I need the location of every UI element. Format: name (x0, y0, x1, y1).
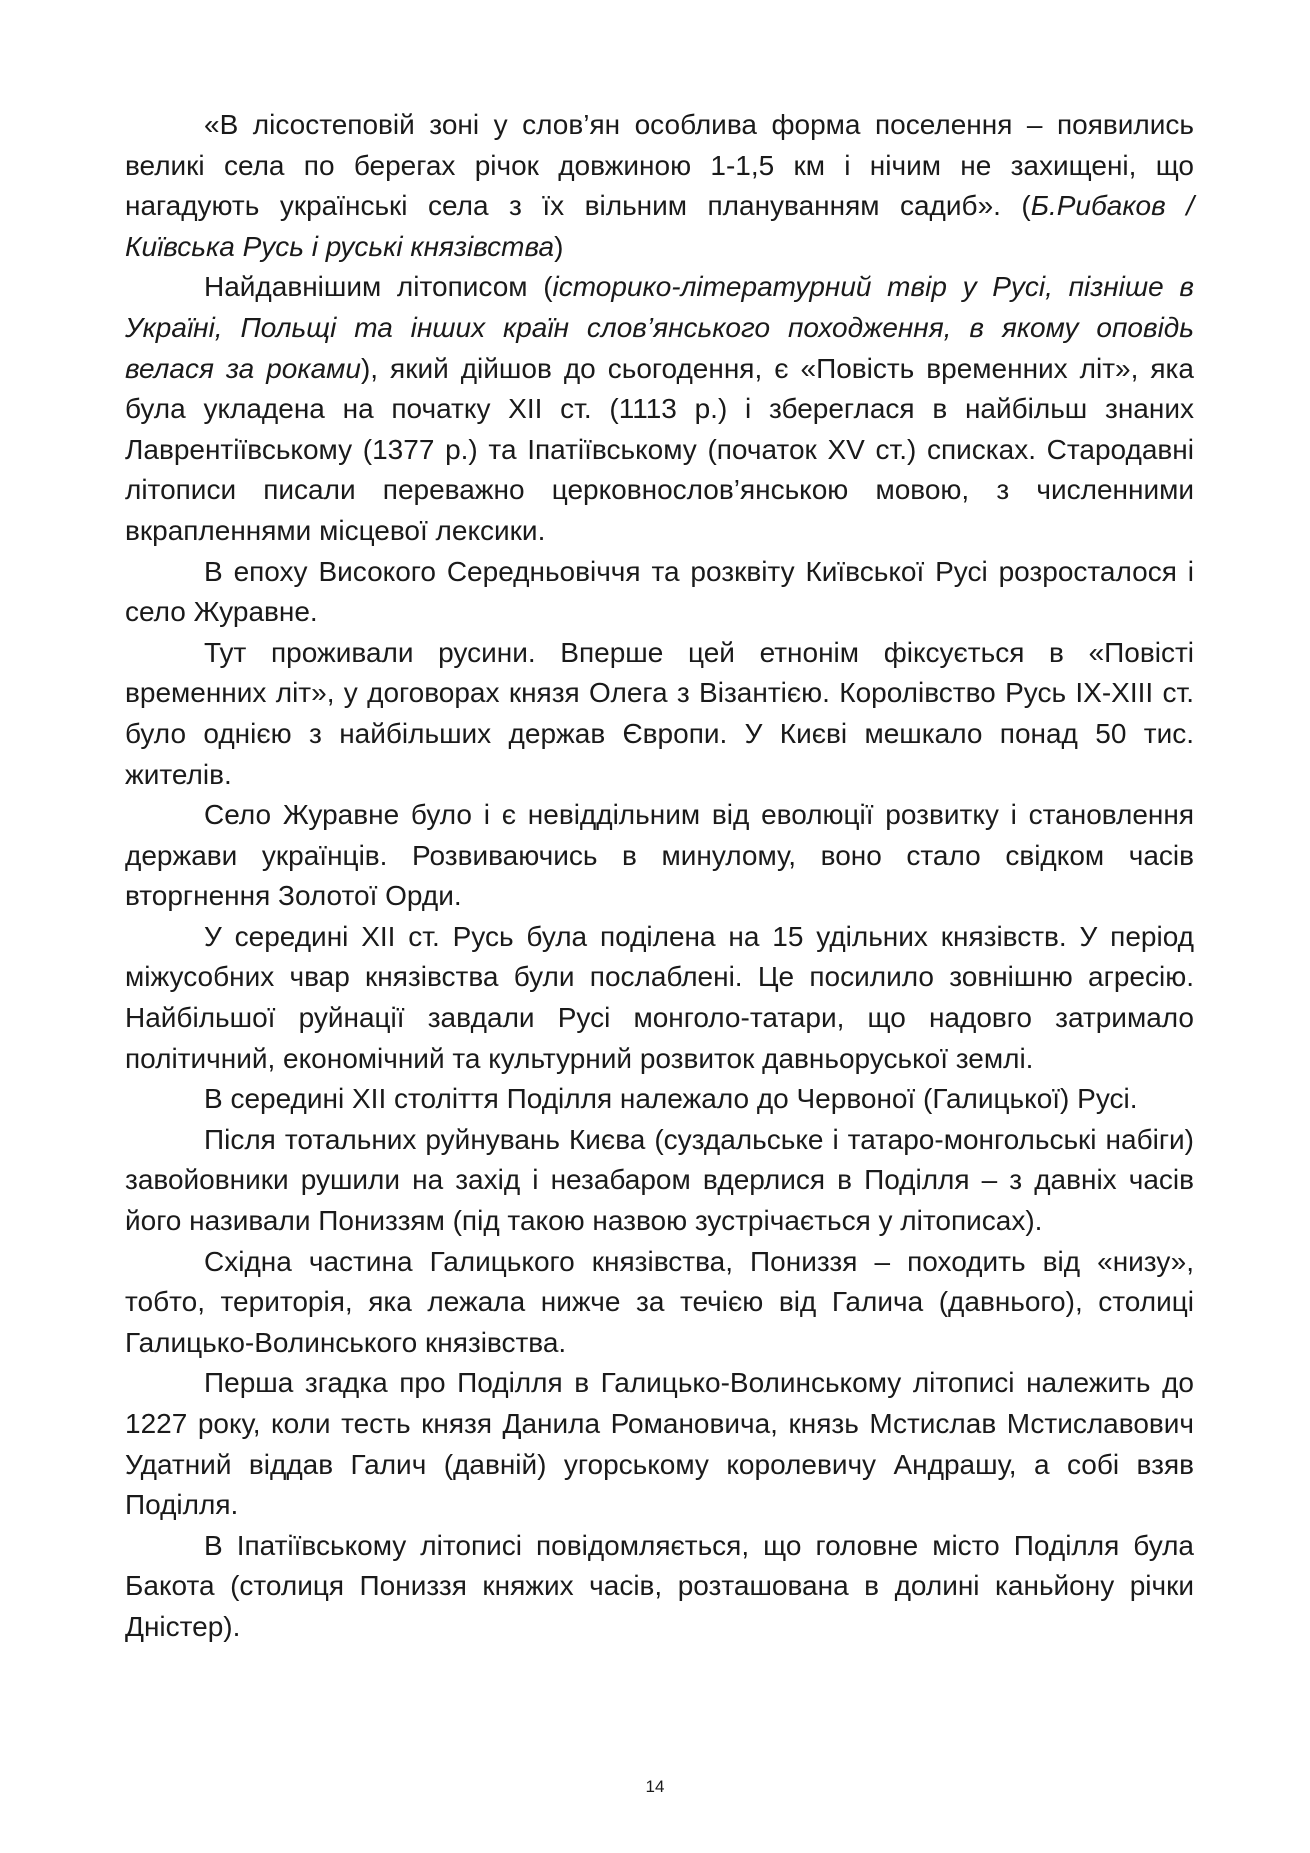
paragraph-text: В Іпатіївському літописі повідомляється, що головне місто Поділля була Бакота (столиця Пониззя княжих часів, розташована в долині каньйону річки Дністер). (125, 1529, 1194, 1642)
paragraph (125, 795, 1194, 917)
citation-text: Б.Рибаков / Київська Русь і руські князівства (125, 190, 1194, 262)
paragraph-text: Найдавнішим літописом ( (204, 271, 553, 303)
paragraph-text: Село Журавне було і є невіддільним від еволюції розвитку і становлення держави українців. Розвиваючись в минулому, воно стало свідком часів вторгнення Золотої Орди. (125, 799, 1194, 912)
paragraph-text: «В лісостеповій зоні у слов’ян особлива форма поселення – появились великі села по берегах річок довжиною 1-1,5 км і нічим не захищені, що нагадують українські села з їх вільним плануванням садиб». ( (125, 109, 1194, 222)
paragraph (125, 267, 1194, 551)
paragraph-text: Східна частина Галицького князівства, Пониззя – походить від «низу», тобто, територія, яка лежала нижче за течією від Галича (давнього), столиці Галицько-Волинського князівства. (125, 1245, 1194, 1358)
paragraph (125, 1079, 1194, 1120)
page-number: 14 (645, 1777, 665, 1796)
paragraph-text: Перша згадка про Поділля в Галицько-Волинському літописі належить до 1227 року, коли тесть князя Данила Романовича, князь Мстислав Мстиславович Удатний віддав Галич (давній) угорському королевичу Андрашу, а собі взяв Поділля. (125, 1367, 1194, 1521)
paragraph-text: ) (554, 230, 564, 262)
paragraph (125, 1120, 1194, 1242)
paragraph-text: Після тотальних руйнувань Києва (суздальське і татаро-монгольські набіги) завойовники рушили на захід і незабаром вдерлися в Поділля – з давніх часів його називали Пониззям (під такою назвою зустрічається у літописах). (125, 1123, 1194, 1237)
paragraph (125, 1526, 1194, 1648)
paragraph-text: У середині XII ст. Русь була поділена на 15 удільних князівств. У період міжусобних чвар князівства були послаблені. Це посилило зовнішню агресію. Найбільшої руйнації завдали Русі монголо-татари, що надовго затримало політичний, економічний та культурний розвиток давньоруської землі. (125, 920, 1194, 1074)
paragraph (125, 105, 1194, 267)
paragraph (125, 1242, 1194, 1364)
paragraph (125, 633, 1194, 795)
document-body (125, 105, 1194, 1648)
paragraph (125, 917, 1194, 1079)
definition-text: історико-літературний твір у Русі, пізніше в Україні, Польщі та інших країн слов’янського походження, в якому оповідь велася за роками (125, 271, 1194, 384)
paragraph (125, 1363, 1194, 1525)
paragraph-text: В епоху Високого Середньовіччя та розквіту Київської Русі розросталося і село Журавне. (125, 555, 1194, 628)
paragraph-text: Тут проживали русини. Вперше цей етнонім фіксується в «Повісті временних літ», у договорах князя Олега з Візантією. Королівство Русь IX-XIII ст. було однією з найбільших держав Європи. У Києві мешкало понад 50 тис. жителів. (125, 636, 1194, 790)
paragraph-text: ), який дійшов до сьогодення, є «Повість временних літ», яка була укладена на початку XII ст. (1113 р.) і збереглася в найбільш знаних Лаврентіївському (1377 р.) та Іпатіївському (початок XV ст.) списках. Стародавні літописи писали переважно церковнослов’янською мовою, з численними вкрапленнями місцевої лексики. (125, 352, 1194, 546)
paragraph (125, 552, 1194, 633)
paragraph-text: В середині XII століття Поділля належало до Червоної (Галицької) Русі. (204, 1083, 1138, 1115)
